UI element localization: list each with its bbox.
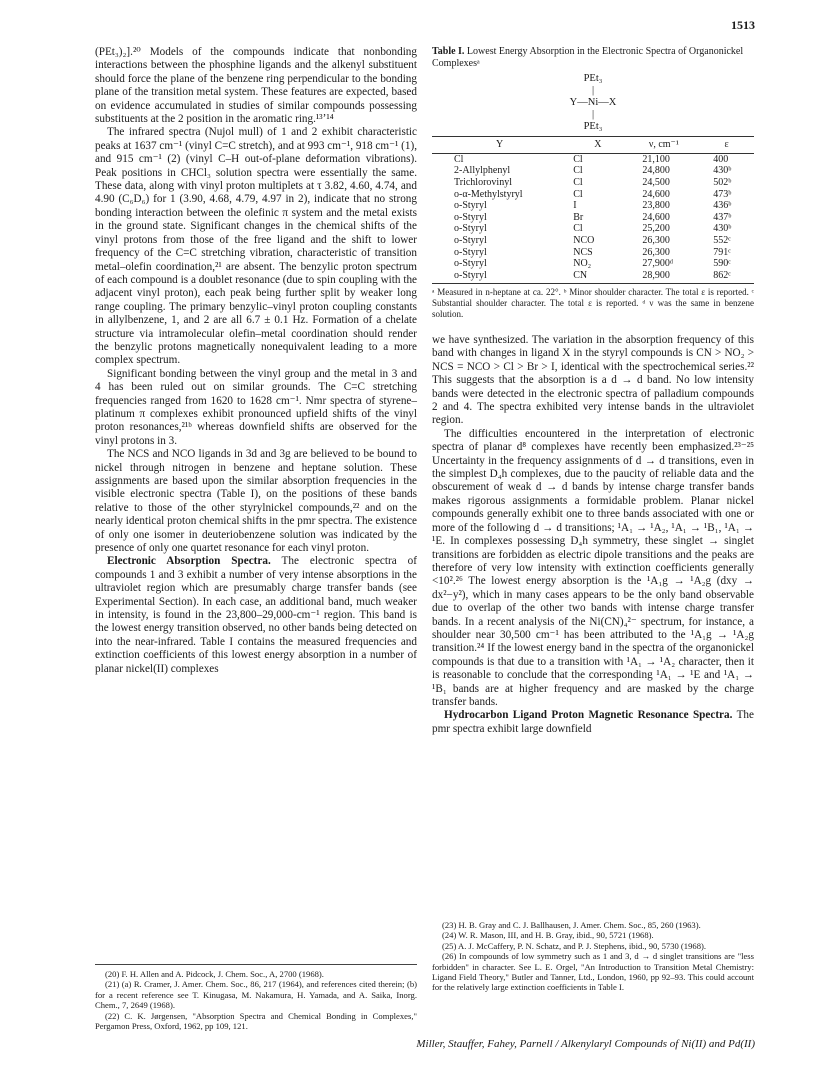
cell-y: Trichlorovinyl	[454, 176, 512, 188]
paragraph: The NCS and NCO ligands in 3d and 3g are believed to be bound to nickel through nitrogen in benzene and heptane solution. These assignments are based upon the similar absorption frequencies in the visible electronic spectra (Table I), on the positions of these bands relative to those of the other styrylnickel compounds,²² and on the nearly identical proton chemical shifts in the pmr spectra. The existence of only one isomer in deuteriobenzene solution was indicated by the presence of only one quartet resonance for each vinyl proton.	[95, 448, 417, 555]
cell-epsilon: 436ᵇ	[713, 200, 732, 212]
section-heading: Electronic Absorption Spectra.	[107, 555, 271, 568]
cell-y: o-Styryl	[454, 211, 487, 223]
table-row	[432, 200, 754, 212]
header-y: Y	[432, 137, 567, 153]
table-row	[432, 189, 754, 201]
page-footer: Miller, Stauffer, Fahey, Parnell / Alkenylaryl Compounds of Ni(II) and Pd(II)	[416, 1038, 755, 1050]
structure-bottom: PEt₃	[583, 121, 603, 133]
table-row	[432, 177, 754, 189]
section-heading: Hydrocarbon Ligand Proton Magnetic Resonance Spectra.	[444, 709, 733, 722]
table-row	[432, 223, 754, 235]
structure-formula	[432, 73, 754, 133]
cell-y: 2-Allylphenyl	[454, 165, 511, 177]
table-row	[432, 235, 754, 247]
header-epsilon: ε	[699, 137, 754, 153]
paragraph	[432, 709, 754, 736]
section-text: The pmr spectra exhibit large downfield	[432, 709, 754, 735]
table-label: Table I.	[432, 46, 465, 57]
table-bottom-rule	[432, 283, 754, 284]
paragraph: we have synthesized. The variation in the absorption frequency of this band with changes in ligand X in the styryl compounds is CN > NO₂ > NCS = NCO > Cl > Br > I, identical with the spectrochemical series.²² This suggests that the absorption is a d → d band. No low intensity bands were detected in the electronic spectra of palladium compounds 2 and 4. The spectra exhibited very intense bands in the ultraviolet region.	[432, 334, 754, 427]
cell-x: Cl	[573, 153, 583, 165]
cell-nu: 27,900ᵈ	[642, 258, 674, 270]
table-row	[432, 270, 754, 282]
cell-epsilon: 791ᶜ	[713, 246, 731, 258]
cell-epsilon: 430ᵇ	[713, 223, 732, 235]
cell-epsilon: 552ᶜ	[713, 234, 731, 246]
references-right	[432, 920, 754, 993]
cell-epsilon: 862ᶜ	[713, 269, 731, 281]
cell-nu: 21,100	[642, 153, 670, 165]
cell-nu: 24,600	[642, 188, 670, 200]
structure-bond-top: |	[591, 85, 595, 97]
cell-y: o-Styryl	[454, 258, 487, 270]
table-header-row	[432, 137, 754, 153]
table-caption	[432, 46, 754, 69]
cell-nu: 26,300	[642, 234, 670, 246]
cell-nu: 26,300	[642, 246, 670, 258]
cell-y: o-Styryl	[454, 200, 487, 212]
right-column	[432, 334, 754, 736]
cell-y: o-Styryl	[454, 269, 487, 281]
paragraph: Significant bonding between the vinyl group and the metal in 3 and 4 has been ruled out on similar grounds. The C=C stretching frequencies ranged from 1620 to 1628 cm⁻¹. Nmr spectra of styrene–platinum π complexes exhibit pronounced upfield shifts of the vinyl proton resonances,²¹ᵇ whereas downfield shifts are observed for the vinyl protons in 3.	[95, 367, 417, 447]
table-row	[432, 153, 754, 165]
cell-nu: 24,800	[642, 165, 670, 177]
table-body	[432, 153, 754, 281]
table-row	[432, 165, 754, 177]
table-row	[432, 258, 754, 270]
cell-nu: 28,900	[642, 269, 670, 281]
header-x: X	[567, 137, 628, 153]
cell-x: NCS	[573, 246, 593, 258]
cell-epsilon: 430ᵇ	[713, 165, 732, 177]
cell-epsilon: 502ᵇ	[713, 176, 732, 188]
reference: (24) W. R. Mason, III, and H. B. Gray, ibid., 90, 5721 (1968).	[442, 930, 654, 941]
section-text: The electronic spectra of compounds 1 and 3 exhibit a number of very intense absorptions in the ultraviolet region which are presumably charge transfer bands (see Experimental Section). In each case, an additional band, much weaker in intensity, is found in the 23,800–29,000-cm⁻¹ region. This band is the lowest energy transition observed, no other bands being detected on into the near-infrared. Table I contains the measured frequencies and extinction coefficients of this lowest energy absorption in a number of planar nickel(II) complexes	[95, 555, 417, 675]
cell-epsilon: 590ᶜ	[713, 258, 731, 270]
reference: (23) H. B. Gray and C. J. Ballhausen, J. Amer. Chem. Soc., 85, 260 (1963).	[442, 920, 701, 930]
cell-y: o-Styryl	[454, 234, 487, 246]
paragraph: (PEt₃)₂].²⁰ Models of the compounds indicate that nonbonding interactions between the phosphine ligands and the alkenyl substituent should force the plane of the benzene ring perpendicular to the bonding plane of the transition metal system. These features are expected, based on evidence accumulated in studies of similar compounds possessing substituents at the 2 position in the aromatic ring.¹³ʼ¹⁴	[95, 46, 417, 126]
paragraph: The difficulties encountered in the interpretation of electronic spectra of planar d⁸ complexes have recently been emphasized.²³⁻²⁵ Uncertainty in the frequency assignments of d → d transitions, even in the simplest D₄h complexes, due to the paucity of reliable data and the obscurement of weak d → d bands by intense charge transfer bands makes rigorous assignments a formidable problem. Planar nickel compounds generally exhibit one to three bands associated with one or more of the following d → d transitions; ¹A₁ → ¹A₂, ¹A₁ → ¹B₁, ¹A₁ → ¹E. In complexes possessing D₄h symmetry, these singlet → singlet transitions are forbidden as electric dipole transitions and the peaks are therefore of very low intensity with extinction coefficients generally <10².²⁶ The lowest energy absorption is the ¹A₁g → ¹A₂g (dxy → dx²−y²), which in many cases appears to be the only band observable due to overlap of the other two bands with intense charge transfer bands. In a recent analysis of the Ni(CN)₄²⁻ spectrum, for instance, a shoulder near 30,500 cm⁻¹ has been attributed to the ¹A₁g → ¹A₂g transition.²⁴ If the lowest energy band in the spectra of the organonickel compounds is that due to a transition with ¹A₁ → ¹A₂ character, then it is reasonable to conclude that the corresponding ¹A₁ → ¹E and ¹A₁ → ¹B₁ bands are at higher frequency and are masked by the charge transfer bands.	[432, 427, 754, 708]
cell-epsilon: 400	[713, 153, 729, 165]
reference: (20) F. H. Allen and A. Pidcock, J. Chem. Soc., A, 2700 (1968).	[105, 969, 324, 979]
cell-x: Br	[573, 211, 584, 223]
cell-x: I	[573, 200, 577, 212]
structure-top: PEt₃	[583, 73, 603, 85]
references-left	[95, 964, 417, 1031]
header-nu: ν, cm⁻¹	[628, 137, 699, 153]
paragraph: The infrared spectra (Nujol mull) of 1 and 2 exhibit characteristic peaks at 1637 cm⁻¹ (vinyl C=C stretch), and at 993 cm⁻¹, 918 cm⁻¹ (1), and 915 cm⁻¹ (2) (vinyl C–H out-of-plane deformation vibrations). Peak positions in CHCl₃ solution spectra were essentially the same. These data, along with vinyl proton multiplets at τ 3.82, 4.60, 4.74, and 4.90 (C₆D₆) for 1 (3.90, 4.68, 4.79, 4.97 in 2), indicate that no strong bonding interaction between the olefinic π system and the metal exists in the ground state. Significant changes in the chemical shifts of the vinyl protons from those of the free ligand and the shift to lower frequency of the C=C stretching vibration, characteristic of transition metal–olefin coordination,²¹ are absent. The benzylic proton spectrum of each compound is a doublet resonance (due to spin coupling with the adjacent vinyl proton), each peak being further split by weaker long range coupling. The primary benzylic–vinyl proton coupling constants in allylbenzene, 1, and 2 are all 6.7 ± 0.1 Hz. Formation of a chelate structure via intramolecular olefin–metal coordination should render the benzylic protons magnetically nonequivalent leading to a more complex spectrum.	[95, 126, 417, 367]
cell-x: NCO	[573, 234, 595, 246]
cell-x: Cl	[573, 223, 583, 235]
cell-nu: 24,600	[642, 211, 670, 223]
page-number: 1513	[731, 18, 755, 32]
paragraph	[95, 555, 417, 676]
reference: (25) A. J. McCaffery, P. N. Schatz, and P. J. Stephens, ibid., 90, 5730 (1968).	[442, 940, 706, 951]
cell-y: o-Styryl	[454, 223, 487, 235]
cell-x: NO₂	[573, 258, 592, 270]
cell-y: o-Styryl	[454, 246, 487, 258]
cell-x: Cl	[573, 188, 583, 200]
structure-bond-bottom: |	[591, 109, 595, 121]
cell-nu: 23,800	[642, 200, 670, 212]
cell-nu: 24,500	[642, 176, 670, 188]
table-row	[432, 247, 754, 259]
table-1	[432, 46, 754, 319]
table-caption-text: Lowest Energy Absorption in the Electronic Spectra of Organonickel Complexesᵃ	[432, 46, 744, 69]
left-column	[95, 46, 417, 676]
cell-x: CN	[573, 269, 588, 281]
cell-nu: 25,200	[642, 223, 670, 235]
table-footnotes: ᵃ Measured in n-heptane at ca. 22°. ᵇ Minor shoulder character. The total ε is reported. ᶜ Substantial shoulder character. The total ε is reported. ᵈ ν was the same in benzene solution.	[432, 287, 754, 319]
cell-x: Cl	[573, 176, 583, 188]
reference: (22) C. K. Jørgensen, "Absorption Spectra and Chemical Bonding in Complexes," Pergamon Press, Oxford, 1962, pp 109, 121.	[95, 1010, 417, 1032]
cell-y: o-α-Methylstyryl	[454, 188, 523, 200]
cell-epsilon: 473ᵇ	[713, 188, 732, 200]
reference: (26) In compounds of low symmetry such as 1 and 3, d → d singlet transitions are "less forbidden" in character. See L. E. Orgel, "An Introduction to Transition Metal Chemistry: Ligand Field Theory," Butler and Tanner, Ltd., London, 1960, pp 92–93. This could account for the relatively large extinction coefficients in Table I.	[432, 951, 754, 993]
cell-epsilon: 437ᵇ	[713, 211, 732, 223]
cell-x: Cl	[573, 165, 583, 177]
data-table	[432, 137, 754, 281]
reference: (21) (a) R. Cramer, J. Amer. Chem. Soc., 86, 217 (1964), and references cited therein; (b) for a recent reference see T. Kinugasa, M. Nakamura, H. Yamada, and A. Saika, Inorg. Chem., 7, 2649 (1968).	[95, 979, 417, 1011]
structure-mid: Y—Ni—X	[569, 97, 617, 109]
cell-y: Cl	[454, 153, 464, 165]
table-row	[432, 212, 754, 224]
